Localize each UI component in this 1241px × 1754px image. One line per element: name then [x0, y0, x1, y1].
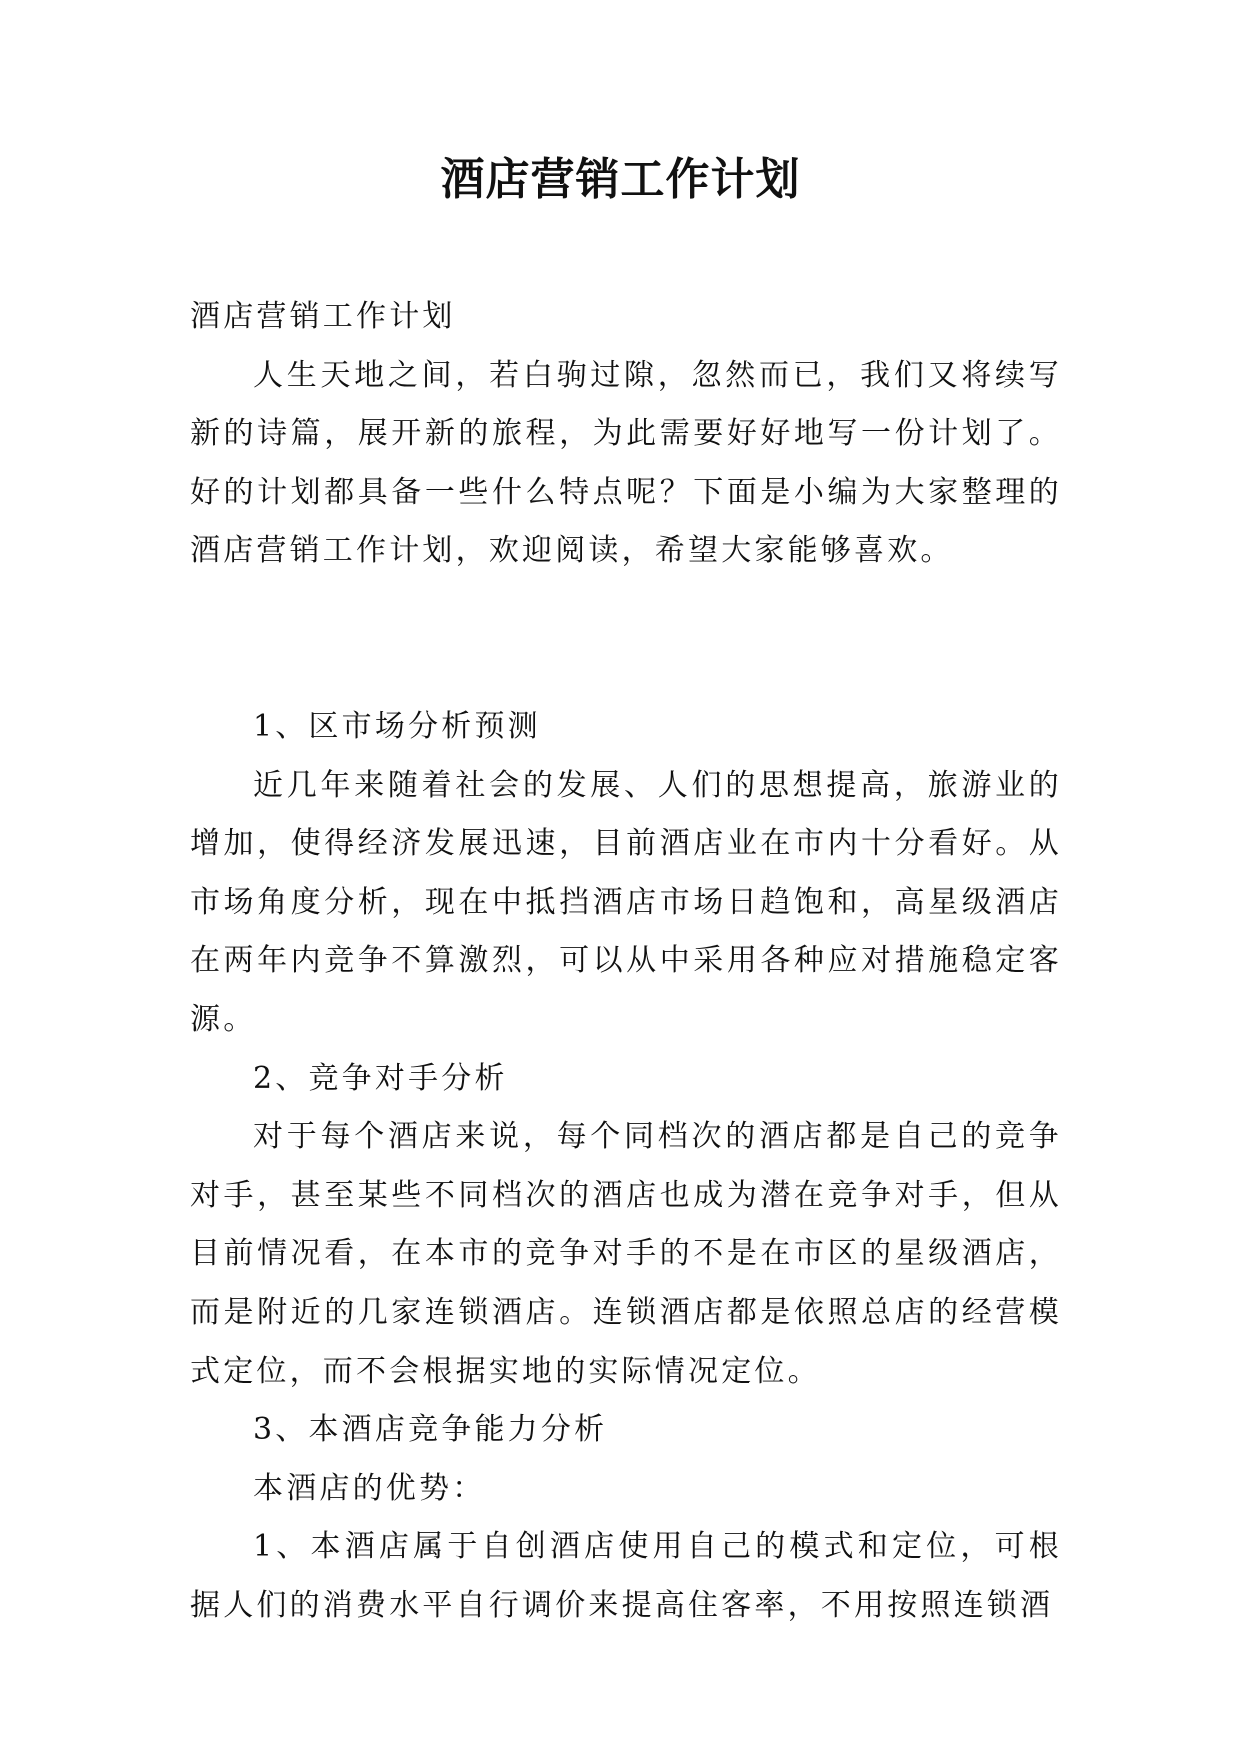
section-heading: 2、竞争对手分析 — [253, 1060, 508, 1096]
intro-paragraph: 人生天地之间，若白驹过隙，忽然而已，我们又将续写新的诗篇，展开新的旅程，为此需要好好地写一份计划了。好的计划都具备一些什么特点呢？下面是小编为大家整理的酒店营销工作计划，欢迎阅读，希望大家能够喜欢。 — [190, 357, 1062, 569]
section-heading: 1、区市场分析预测 — [253, 708, 541, 744]
section-paragraph: 近几年来随着社会的发展、人们的思想提高，旅游业的增加，使得经济发展迅速，目前酒店业在市内十分看好。从市场角度分析，现在中抵挡酒店市场日趋饱和，高星级酒店在两年内竞争不算激烈，可以从中采用各种应对措施稳定客源。 — [190, 767, 1062, 1037]
section-subheading: 本酒店的优势： — [253, 1470, 486, 1506]
document-subtitle: 酒店营销工作计划 — [190, 299, 456, 334]
paragraph-spacer — [190, 581, 1062, 698]
document-title: 酒店营销工作计划 — [440, 154, 801, 205]
section-heading: 3、本酒店竞争能力分析 — [253, 1412, 608, 1448]
section-paragraph: 1、本酒店属于自创酒店使用自己的模式和定位，可根据人们的消费水平自行调价来提高住客率，不用按照连锁酒 — [190, 1529, 1062, 1623]
section-paragraph: 对于每个酒店来说，每个同档次的酒店都是自己的竞争对手，甚至某些不同档次的酒店也成为潜在竞争对手，但从目前情况看，在本市的竞争对手的不是在市区的星级酒店，而是附近的几家连锁酒店。连锁酒店都是依照总店的经营模式定位，而不会根据实地的实际情况定位。 — [190, 1119, 1062, 1389]
document-body — [190, 288, 1062, 1635]
